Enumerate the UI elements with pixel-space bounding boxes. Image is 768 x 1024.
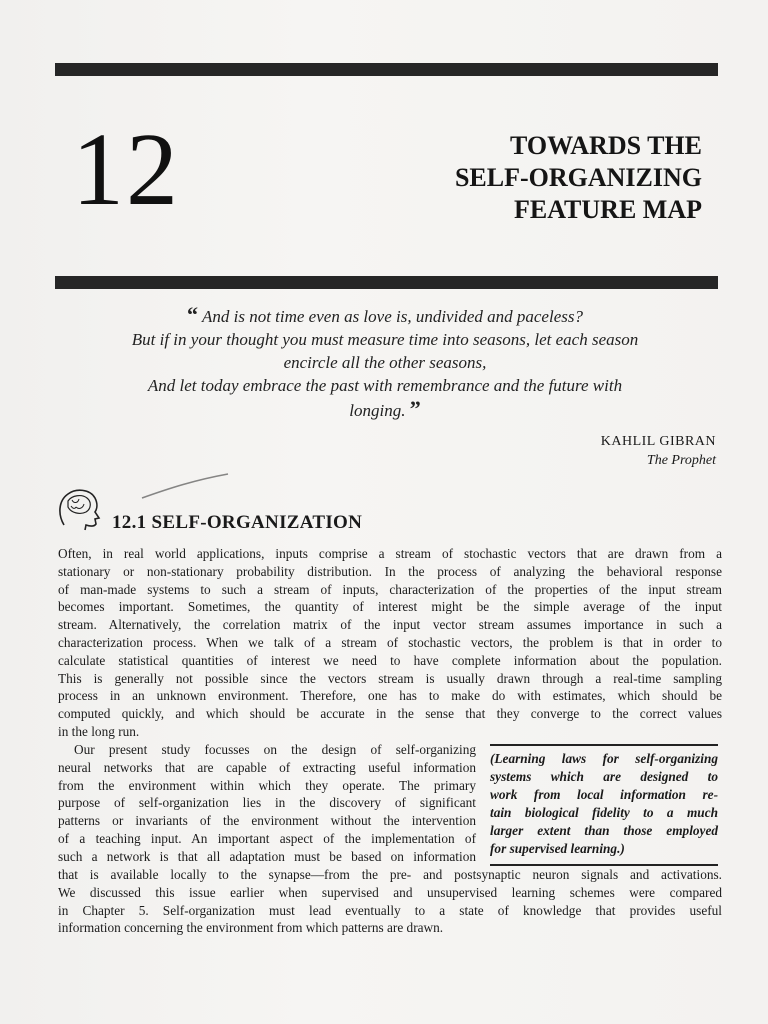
open-quote-mark: “ bbox=[187, 302, 199, 327]
paragraph-1 bbox=[58, 545, 722, 741]
text-line: stationary or non-stationary probability distribution. In the process of analyzing the behavioral response bbox=[58, 563, 722, 579]
text-line: in Chapter 5. Self-organization must lead eventually to a state of knowledge that provides useful bbox=[58, 902, 722, 918]
epigraph-line-text: And is not time even as love is, undivided and paceless? bbox=[201, 307, 583, 326]
text-line: patterns or invariants of the environment without the intervention bbox=[58, 813, 476, 829]
margin-note-line: work from local information re- bbox=[490, 787, 718, 802]
text-line: We discussed this issue earlier when supervised and unsupervised learning schemes were compared bbox=[58, 884, 722, 900]
epigraph-work: The Prophet bbox=[646, 453, 716, 468]
epigraph-line-text: longing. bbox=[349, 401, 406, 420]
paragraph-2-full bbox=[58, 866, 722, 937]
text-line: stream. Alternatively, the correlation matrix of the input vector stream assumes importance in such a bbox=[58, 617, 722, 633]
text-line: characterization process. When we talk of a stream of stochastic vectors, the problem is that in order to bbox=[58, 634, 722, 650]
paragraph-2-side bbox=[58, 741, 476, 866]
chapter-number: 12 bbox=[72, 112, 180, 227]
margin-note bbox=[490, 744, 718, 866]
epigraph-line: But if in your thought you must measure time into seasons, let each season bbox=[131, 330, 639, 349]
text-line: such a network is that all adaptation must be based on information bbox=[58, 848, 476, 864]
text-line: becomes important. Sometimes, the quantity of interest might be the simple average of the input bbox=[58, 599, 722, 615]
chapter-rule-bottom bbox=[55, 276, 718, 289]
text-line: process in an unknown environment. Therefore, one has to make do with estimates, which should be bbox=[58, 688, 722, 704]
margin-note-line: larger extent than those employed bbox=[490, 823, 718, 838]
epigraph-attribution bbox=[601, 432, 716, 470]
text-line: computed quickly, and which should be accurate in the sense that they converge to the correct values bbox=[58, 706, 722, 722]
brain-head-icon bbox=[54, 485, 102, 531]
chapter-rule-top bbox=[55, 63, 718, 76]
text-line: Our present study focusses on the design of self-organizing bbox=[74, 742, 476, 757]
margin-note-line: tain biological fidelity to a much bbox=[490, 805, 718, 820]
close-quote-mark: ” bbox=[409, 396, 421, 421]
chapter-title-line: FEATURE MAP bbox=[513, 195, 702, 224]
text-line: neural networks that are capable of extracting useful information bbox=[58, 759, 476, 775]
text-line: of man-made systems to such a stream of inputs, characterization of the properties of the input stream bbox=[58, 581, 722, 597]
text-line: Often, in real world applications, inputs comprise a stream of stochastic vectors that are drawn from a bbox=[58, 546, 722, 561]
text-line: that is available locally to the synapse—from the pre- and postsynaptic neuron signals and activations. bbox=[58, 867, 722, 882]
epigraph-line bbox=[60, 303, 710, 328]
epigraph-line: encircle all the other seasons, bbox=[283, 353, 487, 372]
text-line: in the long run. bbox=[58, 723, 140, 739]
epigraph-line bbox=[60, 397, 710, 422]
chapter-title-line: SELF-ORGANIZING bbox=[454, 163, 702, 192]
text-line: calculate statistical quantities of interest we need to have complete information about the population. bbox=[58, 652, 722, 668]
text-line: purpose of self-organization lies in the discovery of significant bbox=[58, 795, 476, 811]
chapter-title-line: TOWARDS THE bbox=[510, 131, 702, 160]
text-line: from the environment within which they operate. The primary bbox=[58, 777, 476, 793]
chapter-title bbox=[455, 130, 702, 226]
margin-note-line: (Learning laws for self-organizing bbox=[490, 751, 718, 766]
text-line: information concerning the environment from which patterns are drawn. bbox=[58, 920, 444, 936]
margin-note-line: for supervised learning.) bbox=[490, 841, 625, 856]
section-heading: 12.1 SELF-ORGANIZATION bbox=[112, 512, 363, 533]
text-line: This is generally not possible since the vectors stream is usually drawn through a real-time sampling bbox=[58, 670, 722, 686]
epigraph-line: And let today embrace the past with remembrance and the future with bbox=[147, 376, 623, 395]
margin-note-line: systems which are designed to bbox=[490, 769, 718, 784]
epigraph-author: KAHLIL GIBRAN bbox=[600, 434, 716, 449]
text-line: of a teaching input. An important aspect of the implementation of bbox=[58, 830, 476, 846]
pen-stroke-mark bbox=[140, 470, 230, 500]
epigraph bbox=[60, 303, 710, 422]
